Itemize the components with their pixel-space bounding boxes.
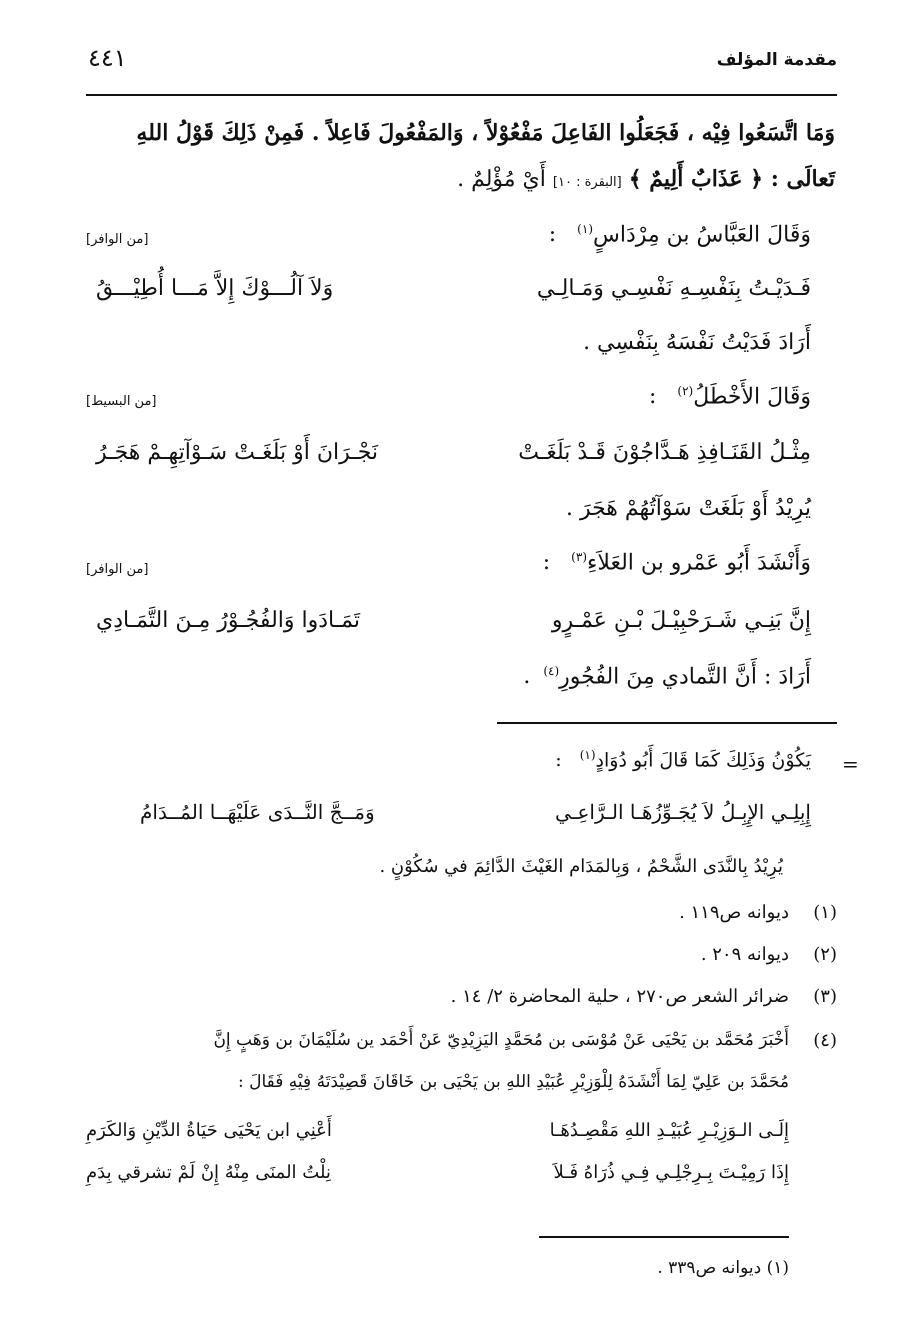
footnote-4-number: (٤) — [813, 1030, 837, 1051]
meter-label-2: [من البسيط] — [86, 394, 157, 409]
meter-label-1: [من الوافر] — [86, 232, 149, 247]
quote-2-note: يُرِيْدُ أَوْ بَلَغَتْ سَوْآتُهُمْ هَجَرَ . — [565, 496, 811, 521]
running-header-title: مقدمة المؤلف — [716, 50, 837, 70]
quote-3-intro-text: وَأَنْشَدَ أَبُو عَمْرو بن العَلاَءِ — [587, 550, 811, 576]
quote-1-colon: : — [548, 222, 557, 248]
footnote-continuation-note: يُرِيْدُ بِالنَّدَى الشَّحْمُ ، وَبِالمَدَام الغَيْثَ الدَّائِمَ في سُكُوْنٍ . — [379, 856, 783, 877]
verse-1-hemistich-2: وَلاَ آلُـــوْكَ إِلاَّ مَـــا أُطِيْـــقُ — [96, 276, 334, 301]
continuation-mark: = — [842, 752, 859, 776]
body-line-2-gloss: أَيْ مُؤْلِمٌ . — [457, 167, 546, 192]
footnote-3-number: (٣) — [813, 986, 837, 1007]
footnote-4-verse-1-hemistich-2: أَعْنِي ابن يَحْيَى حَيَاةُ الدِّيْنِ وَالكَرَمِ — [86, 1120, 332, 1141]
verse-3-hemistich-1: إِنَّ بَنِـي شَـرَحْبِيْـلَ بْـنِ عَمْـرٍو — [551, 608, 811, 633]
body-line-2-text: تَعالَى : ﴿ عَذَابٌ أَلِيمٌ ﴾ — [628, 166, 835, 192]
quote-3-note-end: . — [523, 664, 531, 690]
sub-footnote-ref-1: (١) — [579, 748, 596, 762]
footnote-1-text: ديوانه ص١١٩ . — [679, 902, 789, 923]
footnote-separator — [497, 722, 837, 724]
quran-reference: [البقرة : ١٠] — [552, 175, 622, 190]
meter-label-3: [من الوافر] — [86, 562, 149, 577]
quote-1-note: أَرَادَ فَدَيْتُ نَفْسَهُ بِنَفْسِي . — [583, 330, 811, 355]
quote-1-intro — [549, 222, 811, 247]
quote-3-note — [523, 664, 811, 689]
footnote-4-verse-1-hemistich-1: إِلَـى الـوَزِيْـرِ عُبَيْـدِ اللهِ مَقْصِـدُهَـا — [549, 1120, 789, 1141]
quote-3-colon: : — [542, 550, 551, 576]
footnote-ref-1: (١) — [577, 222, 593, 236]
sub-footnote-1: (١) ديوانه ص٣٣٩ . — [657, 1258, 789, 1278]
verse-2-hemistich-1: مِثْـلُ القَنَـافِذِ هَـدَّاجُوْنَ قَـدْ بَلَغَـتْ — [518, 440, 811, 465]
body-line-2 — [457, 166, 835, 192]
verse-3-hemistich-2: تَمَـادَوا وَالفُجُـوْرُ مِـنَ التَّمَـادِي — [96, 608, 361, 633]
header-rule — [86, 94, 837, 96]
footnote-4-verse-2-hemistich-2: نِلْتُ المنَى مِنْهُ إِنْ لَمْ تشرقي بِدَمِ — [86, 1162, 331, 1183]
quote-1-intro-text: وَقَالَ العَبَّاسُ بن مِرْدَاسٍ — [593, 222, 811, 248]
footnote-4-verse-2-hemistich-1: إِذَا رَمِيْـتَ بِـرِجْلِـي فِـي ذُرَاهُ فَـلاَ — [553, 1162, 789, 1183]
page-number: ٤٤١ — [88, 44, 127, 72]
verse-2-hemistich-2: نَجْـرَانَ أَوْ بَلَغَـتْ سَـوْآتِهِـمْ هَجَـرُ — [96, 440, 379, 465]
quote-3-intro — [543, 550, 811, 575]
footnote-continuation-line-1 — [555, 748, 811, 771]
footnote-verse-hemistich-2: وَمَــجَّ النَّــدَى عَلَيْهَــا المُــدَامُ — [140, 800, 375, 824]
quote-2-intro-text: وَقَالَ الأَخْطَلُ — [693, 384, 811, 410]
footnote-continuation-colon: : — [555, 749, 562, 772]
quote-2-intro — [649, 384, 811, 409]
footnote-3-text: ضرائر الشعر ص٢٧٠ ، حلية المحاضرة ٢/ ١٤ . — [450, 986, 789, 1007]
body-line-1: وَمَا اتَّسَعُوا فِيْه ، فَجَعَلُوا الفَاعِلَ مَفْعُوْلاً ، وَالمَفْعُولَ فَاعِلاً . فَمِنْ ذَلِكَ قَوْلُ اللهِ — [136, 120, 835, 146]
footnote-ref-2: (٢) — [677, 384, 694, 398]
sub-footnote-separator — [539, 1236, 789, 1238]
footnote-ref-4: (٤) — [543, 664, 560, 678]
footnote-2-number: (٢) — [813, 944, 837, 965]
verse-1-hemistich-1: فَـدَيْـتُ بِنَفْسِـهِ نَفْسِـي وَمَـالِـي — [536, 276, 811, 301]
footnote-2-text: ديوانه ٢٠٩ . — [700, 944, 789, 965]
footnote-4-line-2: مُحَمَّدَ بن عَلِيّ لِمَا أَنْشَدَهُ لِلْوَزِيْرِ عُبَيْدِ اللهِ بن يَحْيَى بن خَاقَانَ قَصِيْدَتَهُ فِيْهِ فَقَالَ : — [238, 1072, 789, 1092]
quote-2-colon: : — [648, 384, 657, 410]
footnote-verse-hemistich-1: إِبِلِـي الإِبِـلُ لاَ يُجَـوِّزُهَـا الـرَّاعِـي — [554, 800, 811, 824]
footnote-4-text: أَخْبَرَ مُحَمَّد بن يَحْيَى عَنْ مُوْسَى بن مُحَمَّدٍ اليَزِيْدِيّ عَنْ أَحْمَد ين سُلَيْمَانَ بن وَهَبٍ إِنَّ — [213, 1030, 789, 1050]
footnote-1-number: (١) — [813, 902, 837, 923]
quote-3-note-text: أَرَادَ : أَنَّ التَّمادي مِنَ الفُجُورِ — [559, 664, 811, 690]
footnote-ref-3: (٣) — [571, 550, 587, 564]
footnote-continuation-text: يَكُوْنُ وَذَلِكَ كَمَا قَالَ أَبُو دُوَادٍ — [595, 749, 811, 772]
